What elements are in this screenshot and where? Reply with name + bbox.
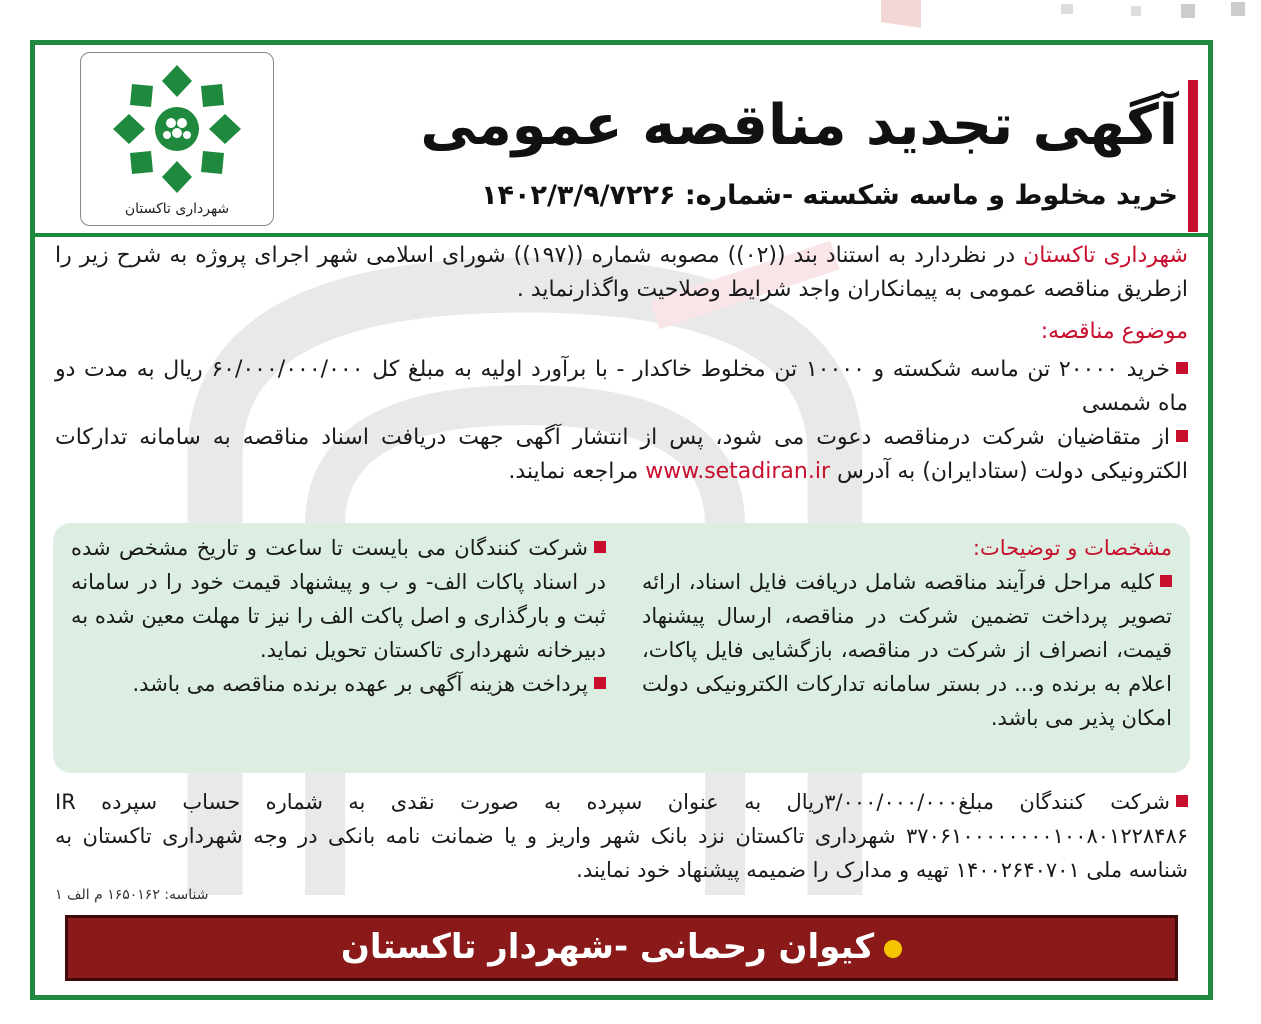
bullet-square-icon [1176, 795, 1188, 807]
corner-decoration [881, 0, 1261, 30]
deposit-text: شرکت کنندگان مبلغ۳/۰۰۰/۰۰۰/۰۰۰ریال به عنوان سپرده به صورت نقدی به شماره حساب سپرده IR ۳۷۰۶۱۰۰۰۰۰۰۰۰۱۰۰۸۰۱۲۲۸۴۸۶ شهرداری تاکستان نزد بانک شهر واریز و یا ضمانت نامه بانکی در وجه شهرداری تاکستان به شناسه ملی ۱۴۰۰۲۶۴۰۷۰۱ تهیه و مدارک را ضمیمه پیشنهاد خود نمایند. [55, 790, 1188, 882]
details-left-bullet-1 [71, 531, 606, 667]
notice-subtitle: خرید مخلوط و ماسه شکسته -شماره: ۱۴۰۲/۳/۹/۷۲۲۶ [481, 180, 1178, 211]
signature-text: کیوان رحمانی -شهردار تاکستان [340, 927, 875, 967]
details-left-column [71, 531, 606, 701]
title-accent-bar [1188, 80, 1198, 232]
deposit-paragraph [55, 785, 1188, 887]
intro-text: در نظردارد به استناد بند ((۰۲)) مصوبه شماره ((۱۹۷)) شورای اسلامی شهر اجرای پروژه به شرح زیر را ازطریق مناقصه عمومی به پیمانکاران واجد شرایط وصلاحیت واگذارنماید . [55, 243, 1188, 302]
logo-caption: شهرداری تاکستان [124, 201, 230, 217]
details-left-text-1: شرکت کنندگان می بایست تا ساعت و تاریخ مشخص شده در اسناد پاکات الف- و ب و پیشنهاد قیمت خود را در سامانه ثبت و بارگذاری و اصل پاکت الف را نیز تا مهلت معین شده به دبیرخانه شهرداری تاکستان تحویل نماید. [71, 536, 606, 662]
bullet-square-icon [1176, 430, 1188, 442]
bullet-square-icon [1160, 575, 1172, 587]
subject-label: موضوع مناقصه: [1040, 319, 1188, 344]
notice-id: شناسه: ۱۶۵۰۱۶۲ م الف ۱ [55, 887, 209, 903]
invite-text: از متقاضیان شرکت درمناقصه دعوت می شود، پس از انتشار آگهی جهت دریافت اسناد مناقصه به سامانه تدارکات الکترونیکی دولت (ستادایران) به آدرس [55, 425, 1188, 484]
bullet-square-icon [1176, 362, 1188, 374]
intro-paragraph [55, 239, 1188, 307]
details-left-text-2: پرداخت هزینه آگهی بر عهده برنده مناقصه می باشد. [132, 672, 588, 696]
details-right-text: کلیه مراحل فرآیند مناقصه شامل دریافت فایل اسناد، ارائه تصویر پرداخت تضمین شرکت در مناقصه، ارسال پیشنهاد قیمت، انصراف از شرکت در مناقصه، بازگشایی فایل پاکات، اعلام به برنده و... در بستر سامانه تدارکات الکترونیکی دولت امکان پذیر می باشد. [642, 570, 1172, 730]
subject-bullet [55, 353, 1188, 421]
details-panel [53, 523, 1190, 773]
invite-bullet [55, 421, 1188, 489]
municipality-logo [80, 52, 274, 226]
bullet-square-icon [594, 541, 606, 553]
details-left-bullet-2 [71, 667, 606, 701]
setadiran-link[interactable]: www.setadiran.ir [645, 459, 830, 484]
notice-title: آگهی تجدید مناقصه عمومی [420, 93, 1178, 158]
yellow-dot-icon [884, 940, 902, 958]
notice-frame [30, 40, 1213, 1000]
subject-text: خرید ۲۰۰۰۰ تن ماسه شکسته و ۱۰۰۰۰ تن مخلوط خاکدار - با برآورد اولیه به مبلغ کل ۶۰/۰۰۰/۰۰۰/۰۰۰ ریال به مدت دو ماه شمسی [55, 357, 1188, 416]
signature-bar [65, 915, 1178, 981]
intro-highlight: شهرداری تاکستان [1023, 243, 1188, 268]
bullet-square-icon [594, 677, 606, 689]
details-title: مشخصات و توضیحات: [972, 536, 1172, 560]
municipality-logo-icon [102, 59, 252, 204]
invite-end: مراجعه نمایند. [508, 459, 646, 484]
header-divider [35, 233, 1208, 237]
details-right-bullet [642, 565, 1172, 735]
details-right-column [642, 531, 1172, 735]
